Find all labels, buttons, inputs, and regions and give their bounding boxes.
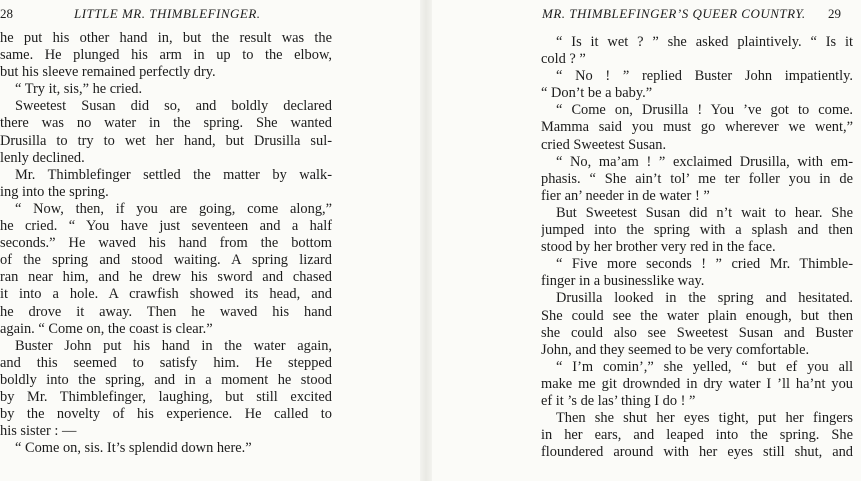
right-page <box>432 0 861 481</box>
left-page <box>0 0 420 481</box>
text-line: she could also see Sweetest Susan and Buster <box>541 324 853 341</box>
text-line: Mr. Thimblefinger settled the matter by walk- <box>15 166 332 183</box>
text-line: But Sweetest Susan did n’t wait to hear. She <box>556 204 853 221</box>
text-line: Then she shut her eyes tight, put her fingers <box>556 410 853 427</box>
text-line: he cried. “ You have just seventeen and a half <box>0 218 332 235</box>
text-line: Drusilla looked in the spring and hesitated. <box>556 290 853 307</box>
text-line: his sister : — <box>0 423 77 440</box>
text-line: and this seemed to satisfy him. He stepped <box>0 354 332 371</box>
text-line: finger in a businesslike way. <box>541 273 705 290</box>
text-line: Sweetest Susan did so, and boldly declared <box>15 98 332 115</box>
text-line: fier an’ needer in de water ! ” <box>541 187 710 204</box>
text-line: John, and they seemed to be very comfortable. <box>541 341 810 358</box>
book-gutter <box>420 0 432 481</box>
text-line: “ Come on, sis. It’s splendid down here.” <box>15 440 252 457</box>
right-page-header <box>432 6 861 22</box>
right-page-body <box>541 34 853 461</box>
text-line: Buster John put his hand in the water again, <box>15 337 332 354</box>
text-line: ran near him, and he drew his sword and chased <box>0 269 332 286</box>
text-line: ef it ’s de las’ thing I do ! ” <box>541 392 696 409</box>
text-line: make me git drownded in dry water I ’ll ha’nt you <box>541 375 853 392</box>
text-line: “ Is it wet ? ” she asked plaintively. “ Is it <box>556 34 853 50</box>
text-line: again. “ Come on, the coast is clear.” <box>0 320 213 337</box>
text-line: in her ears, and leaped into the spring. She <box>541 427 853 444</box>
text-line: jumped into the spring with a splash and then <box>541 222 853 239</box>
text-line: “ Don’t be a baby.” <box>541 85 653 102</box>
text-line: “ No ! ” replied Buster John impatiently. <box>556 68 853 85</box>
text-line: “ Five more seconds ! ” cried Mr. Thimble- <box>556 256 853 273</box>
text-line: lenly declined. <box>0 149 85 166</box>
text-line: “ No, ma’am ! ” exclaimed Drusilla, with em- <box>556 153 853 170</box>
page-number-left: 28 <box>0 6 13 21</box>
text-line: “ Now, then, if you are going, come along,” <box>15 200 332 217</box>
page-number-right: 29 <box>828 6 841 21</box>
text-line: Mamma said you must go wherever we went,” <box>541 119 853 136</box>
text-line: cried Sweetest Susan. <box>541 136 667 153</box>
text-line: same. He plunged his arm in up to the elbow, <box>0 47 332 64</box>
text-line: “ Come on, Drusilla ! You ’ve got to come. <box>556 102 853 119</box>
text-line: of the spring and stood waiting. A spring lizard <box>0 252 332 269</box>
text-line: She could see the water plain enough, but then <box>541 307 853 324</box>
text-line: by the novelty of his experience. He called to <box>0 406 332 423</box>
text-line: stood by her brother very red in the face. <box>541 239 776 256</box>
text-line: boldly into the spring, and in a moment he stood <box>0 371 332 388</box>
text-line: it into a hole. A crawfish showed its head, and <box>0 286 332 303</box>
text-line: he drove it away. Then he waved his hand <box>0 303 332 320</box>
left-page-body <box>0 30 332 457</box>
text-line: phasis. “ She ain’t tol’ me ter foller you in de <box>541 170 853 187</box>
text-line: ing into the spring. <box>0 183 109 200</box>
running-head-left: LITTLE MR. THIMBLEFINGER. <box>74 6 261 21</box>
text-line: “ Try it, sis,” he cried. <box>15 81 143 98</box>
text-line: by Mr. Thimblefinger, laughing, but still excited <box>0 388 332 405</box>
text-line: Drusilla to try to wet her hand, but Drusilla sul- <box>0 132 332 149</box>
text-line: but his sleeve remained perfectly dry. <box>0 64 216 81</box>
text-line: seconds.” He waved his hand from the bottom <box>0 235 332 252</box>
left-page-header <box>0 6 420 22</box>
text-line: there was no water in the spring. She wanted <box>0 115 332 132</box>
running-head-right: MR. THIMBLEFINGER’S QUEER COUNTRY. <box>542 6 806 21</box>
text-line: “ I’m comin’,” she yelled, “ but ef you all <box>556 358 853 375</box>
text-line: he put his other hand in, but the result was the <box>0 30 332 46</box>
text-line: cold ? ” <box>541 51 586 68</box>
text-line: floundered around with her eyes still shut, and <box>541 444 853 461</box>
